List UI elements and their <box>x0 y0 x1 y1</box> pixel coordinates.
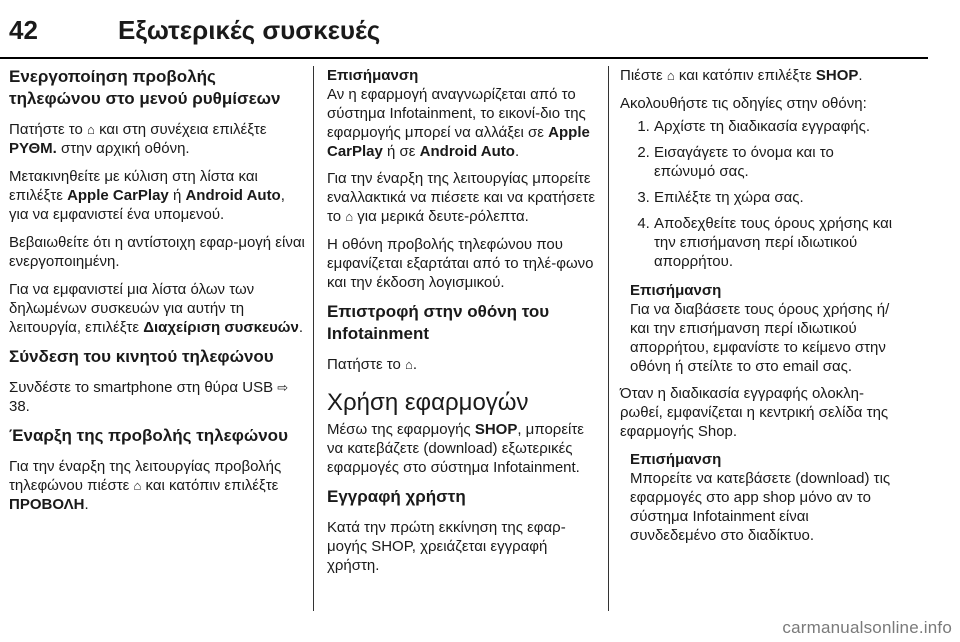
paragraph: Όταν η διαδικασία εγγραφής ολοκλη-ρωθεί, εμφανίζεται η κεντρική σελίδα της εφαρμογής Shop. <box>620 385 889 440</box>
arrow-icon: ⇨ <box>277 380 289 395</box>
column-2 <box>327 66 599 584</box>
note-box: Επισήμανση Για να διαβάσετε τους όρους χρήσης ή/και την επισήμανση περί ιδιωτικού απορρήτου, εμφανίστε το κείμενο στην οθόνη ή στείλτε το στο email σας. <box>620 281 895 376</box>
paragraph: Για την έναρξη της λειτουργίας προβολής τηλεφώνου πιέστε ⌂ και κατόπιν επιλέξτε ΠΡΟΒΟΛΗ. <box>9 458 282 513</box>
watermark-text: carmanualsonline.info <box>782 618 952 637</box>
note-title: Επισήμανση <box>630 282 722 299</box>
paragraph: Μέσω της εφαρμογής SHOP, μπορείτε να κατεβάζετε (download) εξωτερικές εφαρμογές στο σύστημα Infotainment. <box>327 421 584 476</box>
list-item: 2. Εισαγάγετε το όνομα και το επώνυμό σας. <box>654 143 895 181</box>
note-title: Επισήμανση <box>327 67 419 84</box>
heading-use-apps: Χρήση εφαρμογών <box>327 389 529 416</box>
home-icon: ⌂ <box>405 357 413 372</box>
list-item: 1. Αρχίστε τη διαδικασία εγγραφής. <box>654 117 895 136</box>
note-title: Επισήμανση <box>630 451 722 468</box>
note-box: Επισήμανση Αν η εφαρμογή αναγνωρίζεται από το σύστημα Infotainment, το εικονί-διο της εφαρμογής μπορεί να αλλάξει σε Apple CarPlay ή σε Android Auto. <box>327 66 599 161</box>
chapter-title: Εξωτερικές συσκευές <box>118 15 381 45</box>
list-item: 4. Αποδεχθείτε τους όρους χρήσης και την επισήμανση περί ιδιωτικού απορρήτου. <box>654 214 895 271</box>
heading-user-registration: Εγγραφή χρήστη <box>327 487 466 506</box>
column-1 <box>9 66 307 523</box>
heading-return-infotainment: Επιστροφή στην οθόνη του Infotainment <box>327 302 550 343</box>
paragraph: Πιέστε ⌂ και κατόπιν επιλέξτε SHOP. <box>620 67 863 84</box>
heading-activate-projection: Ενεργοποίηση προβολής τηλεφώνου στο μενού ρυθμίσεων <box>9 67 281 108</box>
paragraph: Η οθόνη προβολής τηλεφώνου που εμφανίζεται εξαρτάται από το τηλέ-φωνο και την έκδοση λογισμικού. <box>327 236 594 291</box>
column-divider-1 <box>313 66 314 611</box>
heading-start-projection: Έναρξη της προβολής τηλεφώνου <box>9 426 288 445</box>
page-header <box>0 0 960 64</box>
header-rule <box>0 57 928 59</box>
paragraph: Πατήστε το ⌂. <box>327 356 418 373</box>
paragraph: Μετακινηθείτε με κύλιση στη λίστα και επιλέξτε Apple CarPlay ή Android Auto, για να εμφανιστεί ένα υπομενού. <box>9 168 285 223</box>
column-3 <box>620 66 895 553</box>
list-item: 3. Επιλέξτε τη χώρα σας. <box>654 188 895 207</box>
heading-connect-phone: Σύνδεση του κινητού τηλεφώνου <box>9 347 274 366</box>
paragraph: Κατά την πρώτη εκκίνηση της εφαρ-μογής SHOP, χρειάζεται εγγραφή χρήστη. <box>327 519 566 574</box>
paragraph: Για να εμφανιστεί μια λίστα όλων των δηλωμένων συσκευών για αυτήν τη λειτουργία, επιλέξτε Διαχείριση συσκευών. <box>9 281 303 336</box>
home-icon: ⌂ <box>345 209 354 224</box>
paragraph: Βεβαιωθείτε ότι η αντίστοιχη εφαρ-μογή είναι ενεργοποιημένη. <box>9 234 305 270</box>
paragraph: Συνδέστε το smartphone στη θύρα USB ⇨ 38. <box>9 379 289 415</box>
steps-list <box>620 117 895 271</box>
page-number: 42 <box>9 15 38 45</box>
paragraph: Για την έναρξη της λειτουργίας μπορείτε εναλλακτικά να πιέσετε και να κρατήσετε το ⌂ για μερικά δευτε-ρόλεπτα. <box>327 170 596 225</box>
paragraph: Πατήστε το ⌂ και στη συνέχεια επιλέξτε ΡΥΘΜ. στην αρχική οθόνη. <box>9 121 267 157</box>
home-icon: ⌂ <box>666 68 675 83</box>
home-icon: ⌂ <box>87 122 95 137</box>
column-divider-2 <box>608 66 609 611</box>
paragraph: Ακολουθήστε τις οδηγίες στην οθόνη: <box>620 95 867 112</box>
note-box: Επισήμανση Μπορείτε να κατεβάσετε (download) τις εφαρμογές στο app shop μόνο αν το σύστημα Infotainment είναι συνδεδεμένο στο διαδίκτυο. <box>620 450 895 545</box>
home-icon: ⌂ <box>133 478 142 493</box>
